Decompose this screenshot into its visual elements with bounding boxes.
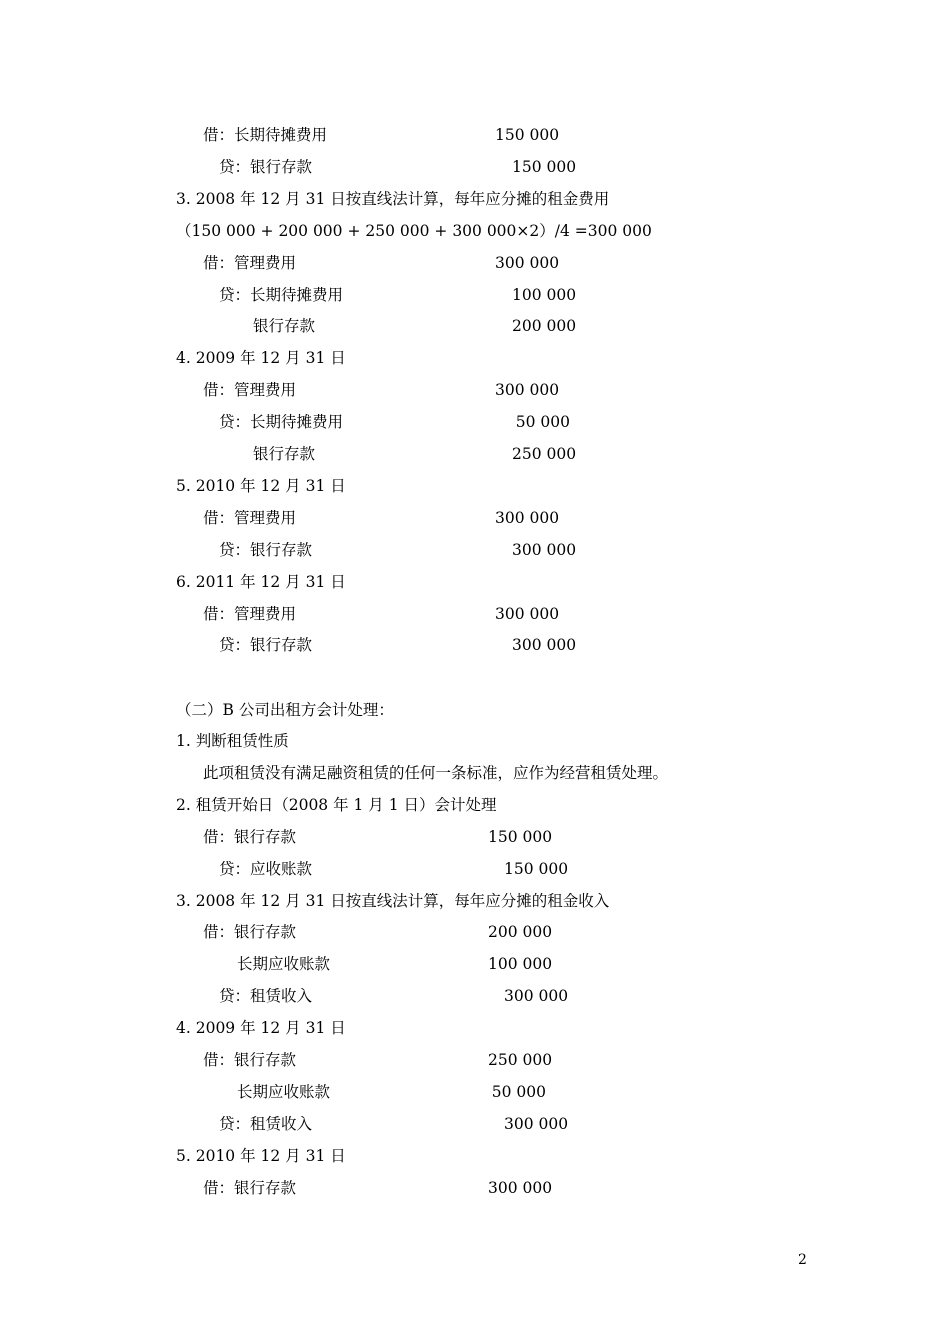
entry-account: 银行存款	[253, 317, 316, 336]
page-number: 2	[798, 1252, 807, 1268]
entry-account: 借：管理费用	[203, 604, 297, 623]
entry-heading: 2. 租赁开始日（2008 年 1 月 1 日）会计处理	[176, 795, 497, 814]
entry-amount: 50 000	[491, 1082, 546, 1101]
entry-amount: 300 000	[504, 1114, 569, 1133]
entry-heading: 3. 2008 年 12 月 31 日按直线法计算，每年应分摊的租金收入	[176, 891, 610, 910]
entry-amount: 300 000	[488, 1178, 553, 1197]
entry-account: 贷：租赁收入	[219, 987, 313, 1006]
entry-account: 贷：长期待摊费用	[219, 413, 344, 432]
entry-amount: 100 000	[488, 955, 553, 974]
entry-account: 长期应收账款	[237, 1082, 331, 1101]
entry-amount: 50 000	[515, 413, 570, 432]
entry-amount: 300 000	[512, 540, 577, 559]
entry-amount: 150 000	[495, 126, 560, 144]
entry-heading: 4. 2009 年 12 月 31 日	[176, 349, 346, 368]
entry-heading: 5. 2010 年 12 月 31 日	[176, 476, 346, 495]
entry-heading: 1. 判断租赁性质	[176, 732, 289, 750]
entry-amount: 200 000	[512, 317, 577, 336]
entry-amount: 300 000	[495, 604, 560, 623]
entry-amount: 150 000	[504, 859, 569, 878]
entry-account: 贷：银行存款	[219, 540, 313, 559]
entry-heading: 5. 2010 年 12 月 31 日	[176, 1146, 346, 1165]
entry-account: 借：银行存款	[203, 1051, 297, 1069]
entry-account: 贷：银行存款	[219, 157, 313, 176]
entry-amount: 300 000	[512, 636, 577, 655]
entry-amount: 200 000	[488, 923, 553, 942]
entry-amount: 250 000	[512, 445, 577, 463]
entry-heading: 3. 2008 年 12 月 31 日按直线法计算，每年应分摊的租金费用	[176, 189, 610, 208]
entry-heading: 6. 2011 年 12 月 31 日	[176, 572, 346, 591]
entry-account: 借：管理费用	[203, 253, 297, 272]
entry-account: 借：管理费用	[203, 508, 297, 527]
entry-account: 借：银行存款	[203, 1178, 297, 1197]
entry-account: 贷：租赁收入	[219, 1114, 313, 1133]
entry-account: 借：银行存款	[203, 923, 297, 942]
entry-account: 借：银行存款	[203, 827, 297, 846]
entry-amount: 250 000	[488, 1051, 553, 1069]
entry-amount: 150 000	[488, 827, 553, 846]
entry-amount: 300 000	[495, 508, 560, 527]
entry-heading: （150 000 + 200 000 + 250 000 + 300 000×2）/4 =300 000	[176, 221, 652, 240]
entry-amount: 300 000	[495, 253, 560, 272]
entry-account: 贷：应收账款	[219, 859, 313, 878]
entry-amount: 100 000	[512, 285, 577, 304]
entry-account: 贷：长期待摊费用	[219, 285, 344, 304]
entry-amount: 300 000	[495, 381, 560, 400]
entry-heading: 此项租赁没有满足融资租赁的任何一条标准，应作为经营租赁处理。	[203, 763, 669, 782]
section-title-lessor: （二）B 公司出租方会计处理：	[176, 701, 394, 719]
entry-account: 借：长期待摊费用	[203, 126, 328, 144]
entry-heading: 4. 2009 年 12 月 31 日	[176, 1019, 346, 1038]
entry-amount: 300 000	[504, 987, 569, 1006]
entry-account: 借：管理费用	[203, 381, 297, 400]
entry-account: 长期应收账款	[237, 955, 331, 974]
entry-account: 银行存款	[253, 445, 316, 463]
entry-amount: 150 000	[512, 157, 577, 176]
entry-account: 贷：银行存款	[219, 636, 313, 655]
